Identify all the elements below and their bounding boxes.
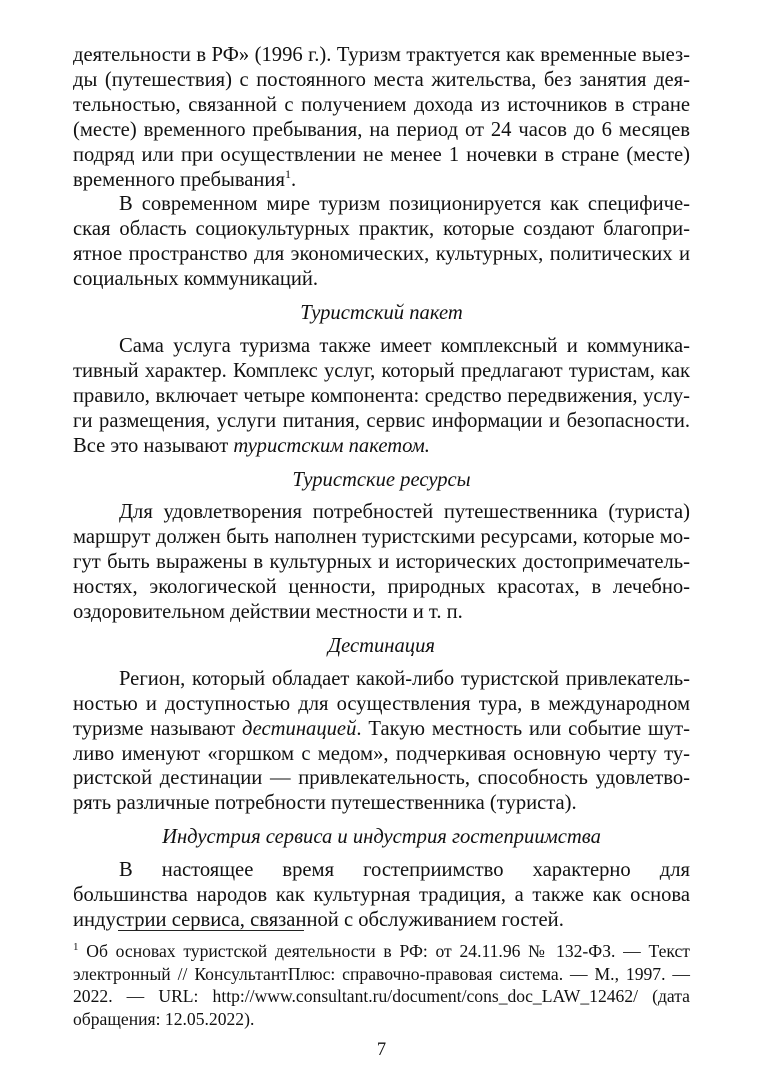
subheading-destination: Дестинация [328, 634, 435, 657]
paragraph-3-text: Сама услуга туризма также имеет комплексный и коммуникативный характер. Комплекс услуг, который предлагают туристам, как правило, включает четыре компонента: средство передвижения, услуги размещения, услуги питания, сервис информации и безопасности. Все это называют [73, 334, 690, 457]
paragraph-4: Для удовлетворения потребностей путешественника (туриста) маршрут должен быть наполнен туристскими ресурсами, которые могут быть выражены в культурных и исторических достопримечательностях, экологической ценности, природных красотах, в лечебно-оздоровительном действии местности и т. п. [73, 501, 690, 624]
paragraph-1 [73, 43, 690, 192]
subheading-service-industry: Индустрия сервиса и индустрия гостеприимства [162, 826, 601, 849]
paragraph-5-emphasis: дестинацией [241, 717, 357, 740]
footnote-text: Об основах туристской деятельности в РФ: от 24.11.96 № 132-ФЗ. — Текст электронный // КонсультантПлюс: справочно-правовая система. — М., 1997. — 2022. — URL: http://www.consultant.ru/document/cons_doc_LAW_12462/ (дата обращения: 12.05.2022). [73, 941, 690, 1029]
footnote [73, 940, 690, 1030]
footnote-marker: 1 [73, 941, 79, 954]
paragraph-6: В настоящее время гостеприимство характерно для большинства народов как культурная традиция, а также как основа индустрии сервиса, связанной с обслуживанием гостей. [73, 859, 690, 931]
paragraph-3 [73, 334, 690, 459]
footnote-divider [118, 930, 304, 931]
paragraph-5-text: Регион, который обладает какой-либо туристской привлекательностью и доступностью для осуществления тура, в международном туризме называют [73, 667, 690, 740]
paragraph-5-end: . Такую местность или событие шутливо именуют «горшком с медом», подчеркивая основную черту туристской дестинации — привлекательность, способность удовлетворять различные потребности путешественника (туриста). [73, 717, 690, 815]
paragraph-1-end: . [290, 168, 297, 191]
page-body [73, 43, 690, 933]
subheading-tourist-package: Туристский пакет [300, 302, 463, 325]
paragraph-5 [73, 667, 690, 816]
paragraph-1-text: деятельности в РФ» (1996 г.). Туризм трактуется как временные выезды (путешествия) с постоянного места жительства, без занятия деятельностью, связанной с получением дохода из источников в стране (месте) временного пребывания, на период от 24 часов до 6 месяцев подряд или при осуществлении не менее 1 ночевки в стране (месте) временного пребывания [73, 44, 690, 191]
footnote-ref-1[interactable]: 1 [284, 166, 291, 181]
paragraph-3-emphasis: туристским пакетом. [233, 434, 430, 457]
paragraph-2: В современном мире туризм позиционируется как специфическая область социокультурных практик, которые создают благоприятное пространство для экономических, культурных, политических и социальных коммуникаций. [73, 193, 690, 291]
subheading-tourist-resources: Туристские ресурсы [292, 468, 471, 491]
page-number: 7 [376, 1040, 387, 1060]
